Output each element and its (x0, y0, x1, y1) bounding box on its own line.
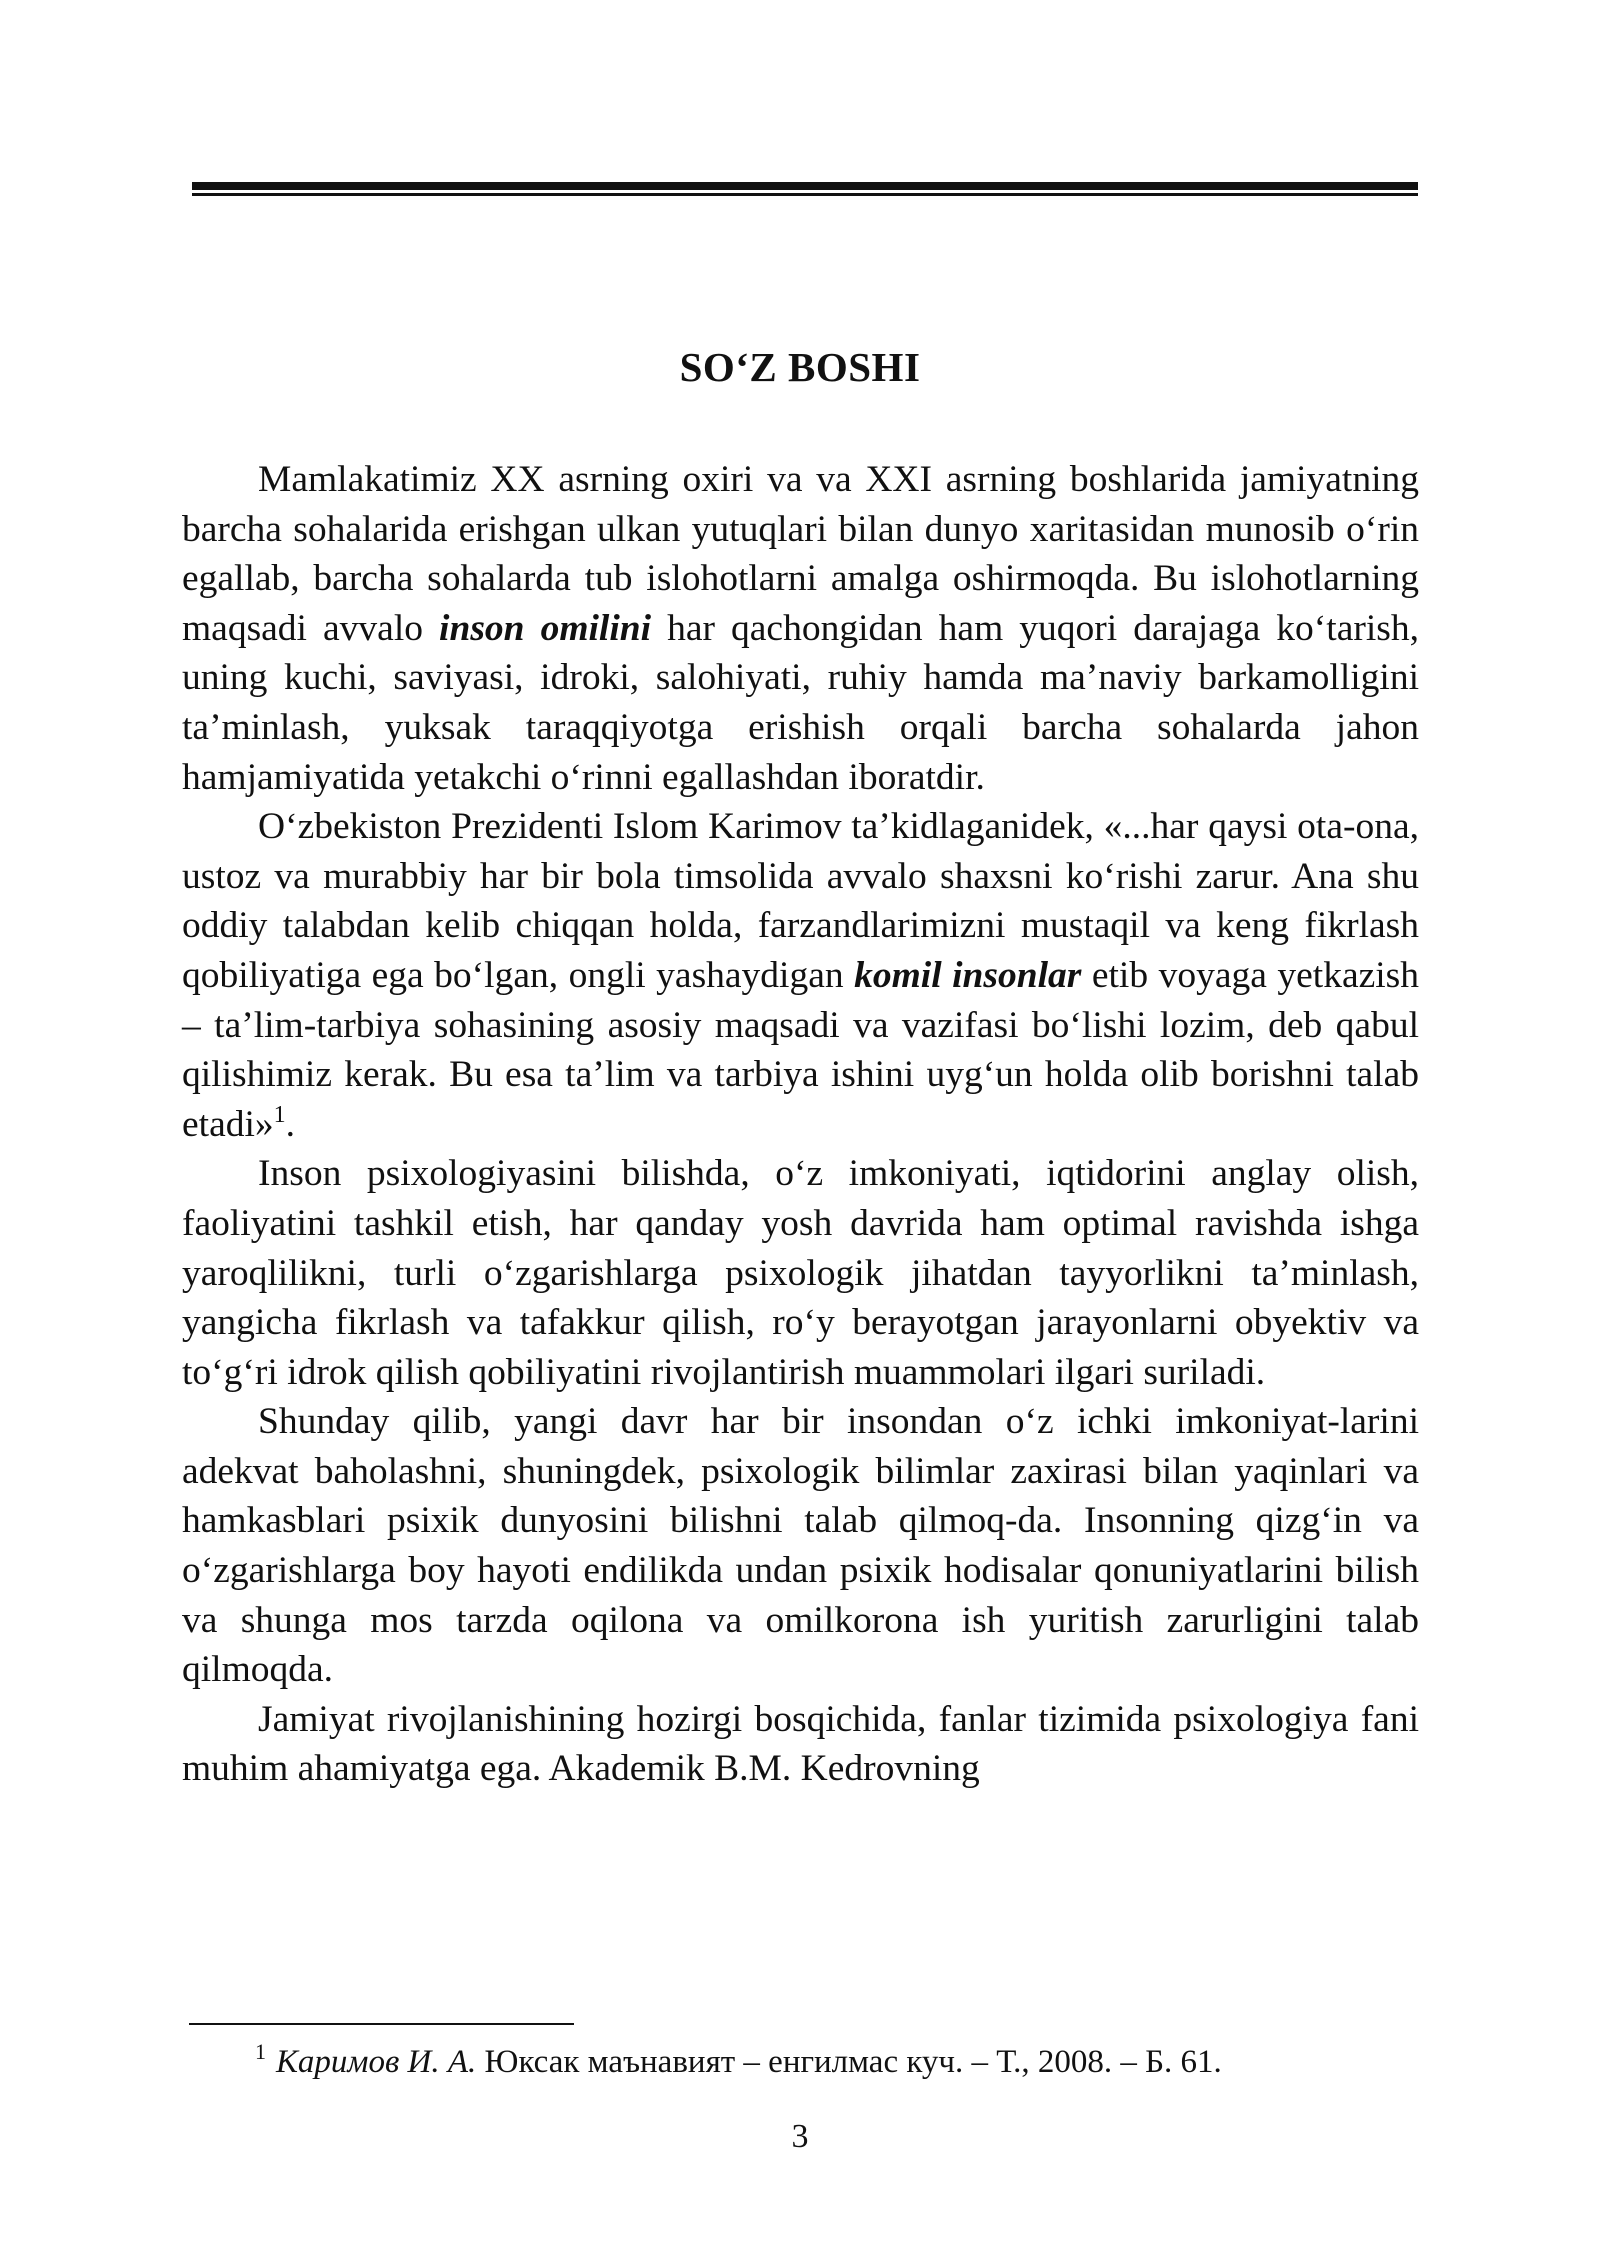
paragraph-2 (182, 802, 1419, 1149)
body-text (182, 455, 1419, 1794)
footnote-separator (189, 2023, 574, 2025)
paragraph-2-text-b: etib voyaga yetkazish – ta’lim-tarbiya sohasining asosiy maqsadi va vazifasi bo‘lishi lozim, deb qabul qilishimiz kerak. Bu esa ta’lim va tarbiya ishini uyg‘un holda olib borishni talab etadi» (182, 954, 1419, 1145)
paragraph-2-text-c: . (285, 1103, 296, 1145)
paragraph-3: Inson psixologiyasini bilishda, o‘z imkoniyati, iqtidorini anglay olish, faoliyatini tashkil etish, har qanday yosh davrida ham optimal ravishda ishga yaroqlilikni, turli o‘zgarishlarga psixologik jihatdan tayyorlikni ta’minlash, yangicha fikrlash va tafakkur qilish, ro‘y berayotgan jarayonlarni obyektiv va to‘g‘ri idrok qilish qobiliyatini rivojlantirish muammolari ilgari suriladi. (182, 1153, 1419, 1393)
header-rule-thin (192, 193, 1418, 196)
paragraph-1-text-a: Mamlakatimiz XX asrning oxiri va va XXI asrning boshlarida jamiyatning barcha sohalarida erishgan ulkan yutuqlari bilan dunyo xaritasidan munosib o‘rin egallab, barcha sohalarda tub islohotlarni amalga oshirmoqda. Bu islohotlarning maqsadi avvalo (182, 459, 1419, 649)
paragraph-5: Jamiyat rivojlanishining hozirgi bosqichida, fanlar tizimida psixologiya fani muhim ahamiyatga ega. Akademik B.M. Kedrovning (182, 1698, 1419, 1790)
footnote-mark: 1 (255, 2039, 266, 2064)
paragraph-2-text-a: O‘zbekiston Prezidenti Islom Karimov ta’kidlaganidek, «...har qaysi ota-ona, ustoz va murabbiy har bir bola timsolida avvalo shaxsni ko‘rishi zarur. Ana shu oddiy talabdan kelib chiqqan holda, farzandlarimizni mustaqil va keng fikrlash qobiliyatiga ega bo‘lgan, ongli yashaydigan (182, 806, 1419, 996)
footnote-reference-1[interactable]: 1 (273, 1101, 286, 1128)
footnote-author: Каримов И. А. (276, 2044, 477, 2080)
paragraph-4: Shunday qilib, yangi davr har bir insondan o‘z ichki imkoniyat-larini adekvat baholashni, shuningdek, psixologik bilimlar zaxirasi bilan yaqinlari va hamkasblari psixik dunyosini bilishni talab qilmoq-da. Insonning qizg‘in va o‘zgarishlarga boy hayoti endilikda undan psixik hodisalar qonuniyatlarini bilish va shunga mos tarzda oqilona va omilkorona ish yuritish zarurligini talab qilmoqda. (182, 1401, 1419, 1691)
paragraph-1-text-b: har qachongidan ham yuqori darajaga ko‘tarish, uning kuchi, saviyasi, idroki, salohiyati, ruhiy hamda ma’naviy barkamolligini ta’minlash, yuksak taraqqiyotga erishish orqali barcha sohalarda jahon hamjamiyatida yetakchi o‘rinni egallashdan iboratdir. (182, 607, 1419, 798)
page-number: 3 (791, 2118, 809, 2155)
page-title: SO‘Z BOSHI (679, 344, 921, 390)
emphasis-inson-omilini: inson omilini (439, 607, 652, 649)
header-double-rule (192, 182, 1418, 197)
footnote-text: Юксак маънавият – енгилмас куч. – Т., 2008. – Б. 61. (476, 2044, 1222, 2080)
footnote-1 (255, 2039, 1415, 2082)
header-rule-thick (192, 182, 1418, 190)
paragraph-1 (182, 455, 1419, 802)
emphasis-komil-insonlar: komil insonlar (854, 954, 1082, 996)
